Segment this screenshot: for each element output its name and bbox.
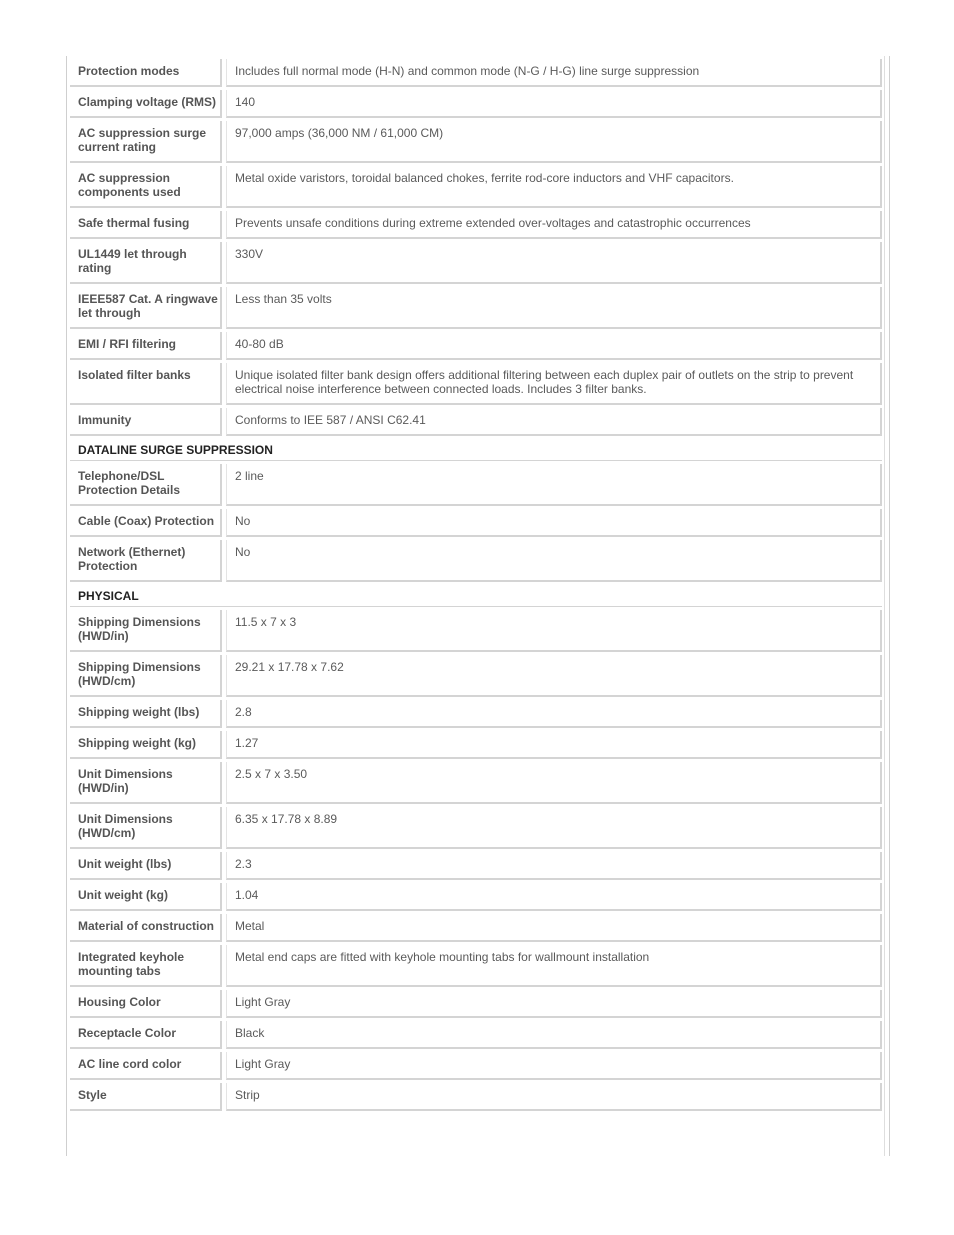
spec-label: Housing Color — [70, 990, 222, 1018]
spec-label: Shipping weight (kg) — [70, 731, 222, 759]
spec-label: Style — [70, 1083, 222, 1111]
spec-row-isolated-filter-banks — [70, 363, 882, 405]
spec-value: Metal — [226, 914, 882, 942]
spec-value: 40-80 dB — [226, 332, 882, 360]
spec-label: Unit Dimensions (HWD/cm) — [70, 807, 222, 849]
spec-value: Conforms to IEE 587 / ANSI C62.41 — [226, 408, 882, 436]
spec-row-immunity — [70, 408, 882, 436]
sheet-inner-rule — [884, 56, 885, 1156]
spec-row-shipping-weight-kg — [70, 731, 882, 759]
spec-row-ul1449 — [70, 242, 882, 284]
spec-value: Light Gray — [226, 990, 882, 1018]
section-heading-dataline: DATALINE SURGE SUPPRESSION — [70, 439, 882, 461]
spec-value: 2.8 — [226, 700, 882, 728]
spec-row-network-ethernet — [70, 540, 882, 582]
spec-value: 29.21 x 17.78 x 7.62 — [226, 655, 882, 697]
spec-value: No — [226, 509, 882, 537]
spec-label: AC suppression surge current rating — [70, 121, 222, 163]
spec-value: 140 — [226, 90, 882, 118]
spec-label: Telephone/DSL Protection Details — [70, 464, 222, 506]
spec-row-unit-dim-in — [70, 762, 882, 804]
spec-value: Metal oxide varistors, toroidal balanced chokes, ferrite rod-core inductors and VHF capacitors. — [226, 166, 882, 208]
spec-row-shipping-dim-in — [70, 610, 882, 652]
spec-row-unit-weight-kg — [70, 883, 882, 911]
spec-value: Metal end caps are fitted with keyhole mounting tabs for wallmount installation — [226, 945, 882, 987]
spec-label: AC suppression components used — [70, 166, 222, 208]
spec-value: Light Gray — [226, 1052, 882, 1080]
spec-row-telephone-dsl — [70, 464, 882, 506]
spec-row-unit-dim-cm — [70, 807, 882, 849]
spec-label: Unit weight (lbs) — [70, 852, 222, 880]
spec-label: Material of construction — [70, 914, 222, 942]
spec-label: Clamping voltage (RMS) — [70, 90, 222, 118]
spec-row-protection-modes — [70, 59, 882, 87]
spec-value: Prevents unsafe conditions during extreme extended over-voltages and catastrophic occurrences — [226, 211, 882, 239]
spec-label: Shipping Dimensions (HWD/cm) — [70, 655, 222, 697]
spec-row-style — [70, 1083, 882, 1111]
spec-row-shipping-dim-cm — [70, 655, 882, 697]
section-heading-physical: PHYSICAL — [70, 585, 882, 607]
spec-row-unit-weight-lbs — [70, 852, 882, 880]
spec-row-thermal-fusing — [70, 211, 882, 239]
spec-value: Strip — [226, 1083, 882, 1111]
spec-label: UL1449 let through rating — [70, 242, 222, 284]
spec-label: IEEE587 Cat. A ringwave let through — [70, 287, 222, 329]
spec-value: 1.27 — [226, 731, 882, 759]
spec-value: 2.5 x 7 x 3.50 — [226, 762, 882, 804]
spec-label: Immunity — [70, 408, 222, 436]
spec-row-emi-rfi — [70, 332, 882, 360]
spec-value: Includes full normal mode (H-N) and common mode (N-G / H-G) line surge suppression — [226, 59, 882, 87]
spec-row-ieee587 — [70, 287, 882, 329]
spec-row-receptacle-color — [70, 1021, 882, 1049]
spec-label: Protection modes — [70, 59, 222, 87]
spec-value: Unique isolated filter bank design offers additional filtering between each duplex pair of outlets on the strip to prevent electrical noise interference between connected loads. Includes 3 filter banks. — [226, 363, 882, 405]
spec-value: 1.04 — [226, 883, 882, 911]
spec-sheet — [66, 56, 890, 1156]
spec-value: No — [226, 540, 882, 582]
spec-value: 11.5 x 7 x 3 — [226, 610, 882, 652]
spec-label: EMI / RFI filtering — [70, 332, 222, 360]
spec-label: Network (Ethernet) Protection — [70, 540, 222, 582]
specifications-table — [70, 56, 882, 1114]
spec-row-shipping-weight-lbs — [70, 700, 882, 728]
section-heading-row — [70, 439, 882, 461]
spec-row-keyhole-tabs — [70, 945, 882, 987]
spec-label: Unit Dimensions (HWD/in) — [70, 762, 222, 804]
spec-value: 2 line — [226, 464, 882, 506]
spec-row-clamping-voltage — [70, 90, 882, 118]
spec-row-cable-coax — [70, 509, 882, 537]
spec-value: 2.3 — [226, 852, 882, 880]
spec-label: Shipping weight (lbs) — [70, 700, 222, 728]
spec-label: Receptacle Color — [70, 1021, 222, 1049]
spec-label: Integrated keyhole mounting tabs — [70, 945, 222, 987]
spec-value: 330V — [226, 242, 882, 284]
spec-row-ac-surge-current — [70, 121, 882, 163]
spec-label: Unit weight (kg) — [70, 883, 222, 911]
spec-row-housing-color — [70, 990, 882, 1018]
spec-value: Less than 35 volts — [226, 287, 882, 329]
spec-label: Cable (Coax) Protection — [70, 509, 222, 537]
spec-label: Shipping Dimensions (HWD/in) — [70, 610, 222, 652]
spec-value: 6.35 x 17.78 x 8.89 — [226, 807, 882, 849]
spec-label: AC line cord color — [70, 1052, 222, 1080]
spec-row-cord-color — [70, 1052, 882, 1080]
spec-label: Safe thermal fusing — [70, 211, 222, 239]
spec-label: Isolated filter banks — [70, 363, 222, 405]
spec-row-material — [70, 914, 882, 942]
section-heading-row — [70, 585, 882, 607]
spec-value: Black — [226, 1021, 882, 1049]
spec-value: 97,000 amps (36,000 NM / 61,000 CM) — [226, 121, 882, 163]
spec-row-ac-components — [70, 166, 882, 208]
